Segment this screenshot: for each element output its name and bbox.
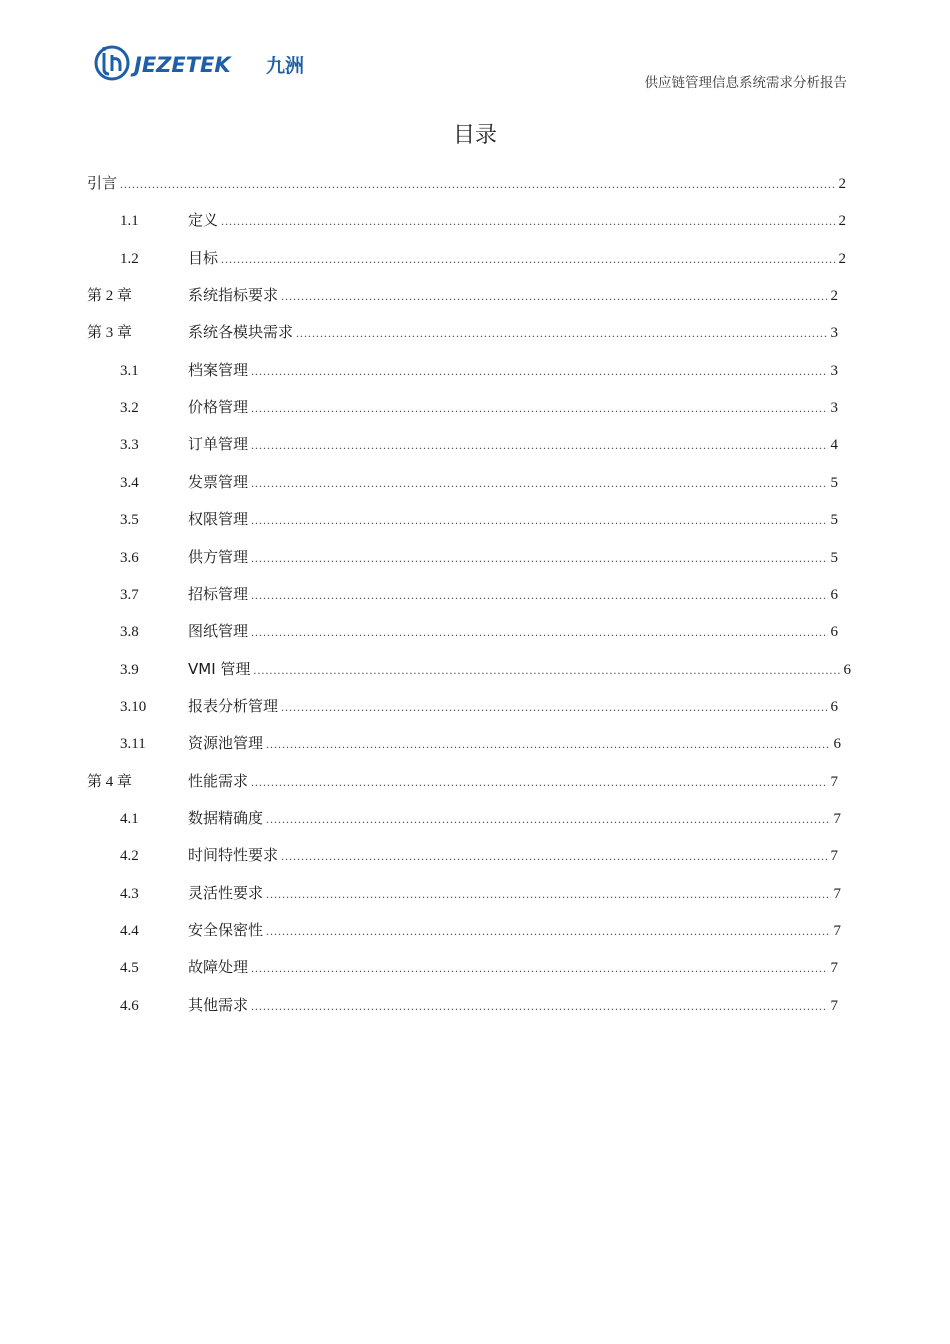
toc-entry-leader <box>281 845 827 867</box>
toc-entry[interactable] <box>87 658 851 680</box>
toc-entry[interactable] <box>87 919 841 941</box>
toc-entry-leader <box>281 285 827 307</box>
toc-entry-page-number: 6 <box>833 736 841 753</box>
toc-entry-label: 权限管理 <box>188 510 249 529</box>
toc-entry-leader <box>221 248 835 270</box>
toc-entry-number: 3.8 <box>120 624 139 641</box>
toc-entry-page-number: 2 <box>838 176 846 192</box>
logo-text: JEZETEK <box>134 53 231 77</box>
header-document-name: 供应链管理信息系统需求分析报告 <box>644 75 847 91</box>
toc-entry-number: 3.4 <box>120 474 139 491</box>
company-logo <box>90 41 312 85</box>
toc-entry-leader <box>221 210 835 232</box>
toc-entry[interactable] <box>87 359 838 381</box>
toc-entry-number: 3.3 <box>120 437 139 454</box>
toc-entry-page-number: 7 <box>833 810 841 827</box>
logo-cn-text: 九洲 <box>266 55 305 77</box>
toc-entry-page-number: 2 <box>838 250 846 267</box>
toc-entry[interactable] <box>87 396 838 418</box>
toc-entry[interactable] <box>87 770 838 792</box>
toc-entry-leader <box>251 957 827 979</box>
toc-entry-number: 第 2 章 <box>87 288 133 305</box>
toc-entry[interactable] <box>87 695 838 717</box>
toc-entry-number: 3.10 <box>120 698 147 715</box>
toc-entry[interactable] <box>87 433 838 455</box>
toc-entry-page-number: 7 <box>830 997 838 1014</box>
toc-entry[interactable] <box>87 732 841 754</box>
toc-entry-label: VMI 管理 <box>188 659 251 678</box>
toc-entry-number: 第 3 章 <box>87 325 133 342</box>
toc-entry-page-number: 5 <box>830 549 838 566</box>
toc-entry-page-number: 3 <box>830 362 838 379</box>
toc-entry-leader <box>266 808 830 830</box>
toc-entry-page-number: 7 <box>833 885 841 902</box>
toc-entry-page-number: 3 <box>830 400 838 417</box>
toc-entry-number: 4.5 <box>120 960 139 977</box>
toc-entry-page-number: 7 <box>833 923 841 939</box>
toc-entry[interactable] <box>87 209 846 231</box>
toc-entry[interactable] <box>87 956 838 978</box>
toc-entry-leader <box>251 584 827 606</box>
toc-entry[interactable] <box>87 172 846 194</box>
toc-entry-label: 定义 <box>188 211 219 230</box>
toc-entry-leader <box>120 173 835 195</box>
toc-entry-page-number: 2 <box>838 213 846 230</box>
toc-entry-leader <box>266 920 830 942</box>
toc-entry-number: 4.1 <box>120 810 139 827</box>
toc-entry-number: 3.5 <box>120 512 139 529</box>
toc-entry[interactable] <box>87 284 838 306</box>
toc-entry-label: 图纸管理 <box>188 622 249 641</box>
toc-entry-page-number: 7 <box>830 848 838 865</box>
toc-entry-leader <box>251 434 827 456</box>
toc-entry-label: 系统指标要求 <box>188 286 279 305</box>
toc-entry-leader <box>251 472 827 494</box>
toc-entry-number: 4.6 <box>120 997 139 1014</box>
toc-entry-label: 引言 <box>87 174 118 192</box>
page-title: 目录 <box>452 123 497 148</box>
toc-entry-page-number: 7 <box>830 960 838 977</box>
toc-entry[interactable] <box>87 620 838 642</box>
toc-entry[interactable] <box>87 508 838 530</box>
toc-entry-leader <box>251 771 827 793</box>
toc-entry[interactable] <box>87 247 846 269</box>
toc-entry-number: 第 4 章 <box>87 773 133 790</box>
toc-entry-label: 系统各模块需求 <box>188 323 294 342</box>
toc-entry-number: 3.2 <box>120 400 139 417</box>
toc-entry-label: 资源池管理 <box>188 734 264 753</box>
toc-entry-label: 灵活性要求 <box>188 883 264 902</box>
toc-entry-number: 3.7 <box>120 586 139 603</box>
toc-entry-number: 4.4 <box>120 923 139 939</box>
toc-entry-number: 1.2 <box>120 250 139 267</box>
toc-entry-label: 数据精确度 <box>188 808 264 827</box>
toc-entry-leader <box>266 883 830 905</box>
toc-entry-number: 3.11 <box>120 736 146 753</box>
toc-entry-label: 价格管理 <box>188 398 249 417</box>
toc-entry[interactable] <box>87 583 838 605</box>
toc-entry-page-number: 2 <box>830 288 838 305</box>
toc-entry-leader <box>251 995 827 1017</box>
toc-entry[interactable] <box>87 882 841 904</box>
toc-entry-label: 故障处理 <box>188 958 249 977</box>
toc-entry-label: 招标管理 <box>188 584 249 603</box>
toc-entry-number: 4.3 <box>120 885 139 902</box>
toc-entry-leader <box>251 397 827 419</box>
toc-entry[interactable] <box>87 546 838 568</box>
toc-entry-number: 3.6 <box>120 549 139 566</box>
toc-entry-leader <box>251 547 827 569</box>
toc-entry-page-number: 5 <box>830 474 838 491</box>
toc-entry[interactable] <box>87 844 838 866</box>
toc-entry-leader <box>251 360 827 382</box>
toc-entry-label: 发票管理 <box>188 472 249 491</box>
toc-entry-label: 性能需求 <box>188 771 249 790</box>
toc-entry-label: 供方管理 <box>188 547 249 566</box>
toc-entry-leader <box>266 733 830 755</box>
toc-entry-page-number: 6 <box>830 624 838 641</box>
toc-entry-number: 3.1 <box>120 362 139 379</box>
toc-entry-page-number: 6 <box>830 586 838 603</box>
toc-entry-leader <box>253 659 840 681</box>
toc-entry-label: 安全保密性 <box>188 921 264 939</box>
toc-entry-label: 时间特性要求 <box>188 846 279 865</box>
toc-entry-leader <box>281 696 827 718</box>
toc-entry[interactable] <box>87 321 838 343</box>
toc-entry-page-number: 6 <box>830 698 838 715</box>
toc-entry-leader <box>251 621 827 643</box>
toc-entry-label: 档案管理 <box>188 360 249 379</box>
toc-entry-leader <box>251 509 827 531</box>
toc-entry[interactable] <box>87 471 838 493</box>
toc-entry-label: 目标 <box>188 248 219 267</box>
toc-entry[interactable] <box>87 994 838 1016</box>
toc-entry-number: 3.9 <box>120 661 139 678</box>
toc-entry-label: 报表分析管理 <box>188 696 279 715</box>
toc-entry-number: 1.1 <box>120 213 139 230</box>
toc-entry-page-number: 6 <box>843 661 851 678</box>
toc-entry-page-number: 4 <box>830 437 838 454</box>
toc-entry-page-number: 7 <box>830 773 838 790</box>
toc-entry-page-number: 5 <box>830 512 838 529</box>
toc-entry-leader <box>296 322 827 344</box>
toc-entry[interactable] <box>87 807 841 829</box>
toc-entry-number: 4.2 <box>120 848 139 865</box>
toc-entry-label: 订单管理 <box>188 435 249 454</box>
toc-entry-label: 其他需求 <box>188 995 249 1014</box>
toc-entry-page-number: 3 <box>830 325 838 342</box>
